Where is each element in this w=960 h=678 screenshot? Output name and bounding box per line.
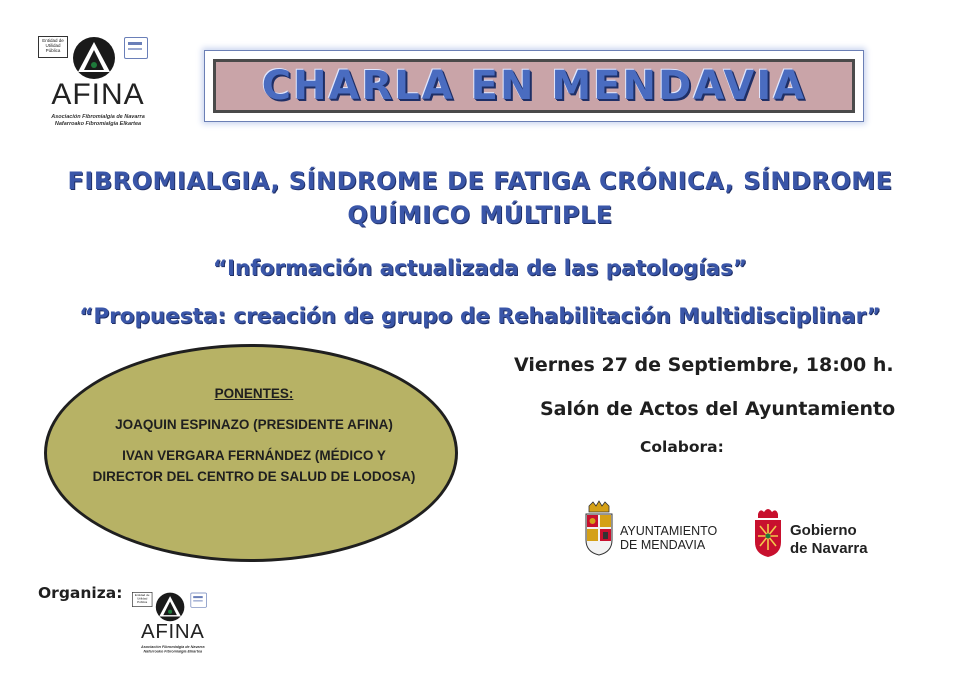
afina-tagline bbox=[38, 114, 158, 128]
afina-logo-top bbox=[38, 36, 158, 136]
page-title: CHARLA EN MENDAVIA bbox=[261, 63, 807, 109]
utilidad-publica-tag-bottom: Entidad de Utilidad Pública bbox=[132, 592, 152, 607]
quality-seal-icon-bottom bbox=[190, 593, 206, 608]
ayuntamiento-text bbox=[620, 524, 717, 552]
afina-tagline-eu-bottom: Nafarroako Fibromialgia Elkartea bbox=[143, 649, 203, 654]
organizer-label: Organiza: bbox=[38, 584, 123, 602]
speakers-heading: PONENTES: bbox=[214, 386, 294, 401]
gobierno-text bbox=[790, 522, 868, 558]
gobierno-line-2: de Navarra bbox=[790, 540, 868, 557]
headline-line-2: QUÍMICO MÚLTIPLE bbox=[347, 201, 613, 229]
afina-name: AFINA bbox=[51, 78, 145, 111]
afina-tagline-es: Asociación Fibromialgia de Navarra bbox=[51, 114, 145, 120]
event-venue: Salón de Actos del Ayuntamiento bbox=[540, 398, 896, 420]
quote-topic-2: “Propuesta: creación de grupo de Rehabilitación Multidisciplinar” bbox=[79, 304, 881, 329]
quality-seal-icon bbox=[124, 37, 148, 59]
ayuntamiento-mendavia-logo bbox=[584, 500, 724, 560]
gobierno-line-1: Gobierno bbox=[790, 522, 857, 539]
utilidad-publica-tag: Entidad de Utilidad Pública bbox=[38, 36, 68, 58]
navarra-coat-of-arms-icon bbox=[752, 506, 784, 562]
ayuntamiento-line-1: AYUNTAMIENTO bbox=[620, 524, 718, 538]
afina-triangle-icon bbox=[72, 36, 116, 80]
afina-logo-bottom bbox=[132, 592, 214, 660]
afina-tagline-bottom bbox=[132, 645, 214, 655]
title-banner bbox=[204, 50, 864, 122]
speaker-2: IVAN VERGARA FERNÁNDEZ (MÉDICO Y DIRECTOR DEL CENTRO DE SALUD DE LODOSA) bbox=[92, 448, 416, 484]
afina-name-bottom: AFINA bbox=[141, 620, 205, 643]
ayuntamiento-line-2: DE MENDAVIA bbox=[620, 538, 706, 552]
speakers-list bbox=[87, 383, 421, 497]
afina-triangle-icon-bottom bbox=[155, 592, 185, 622]
speakers-ellipse bbox=[44, 344, 458, 562]
afina-tagline-es-bottom: Asociación Fibromialgia de Navarra bbox=[140, 645, 205, 650]
gobierno-navarra-logo bbox=[752, 506, 892, 566]
title-banner-inner bbox=[213, 59, 855, 113]
quote-topic-1: “Información actualizada de las patologías” bbox=[212, 256, 748, 281]
speaker-1: JOAQUIN ESPINAZO (PRESIDENTE AFINA) bbox=[115, 417, 393, 432]
mendavia-coat-of-arms-icon bbox=[584, 500, 614, 556]
headline-line-1: FIBROMIALGIA, SÍNDROME DE FATIGA CRÓNICA, SÍNDROME bbox=[67, 167, 893, 195]
collaborates-label: Colabora: bbox=[640, 438, 724, 456]
afina-tagline-eu: Nafarroako Fibromialgia Elkartea bbox=[54, 121, 142, 127]
event-date-time: Viernes 27 de Septiembre, 18:00 h. bbox=[514, 354, 894, 376]
